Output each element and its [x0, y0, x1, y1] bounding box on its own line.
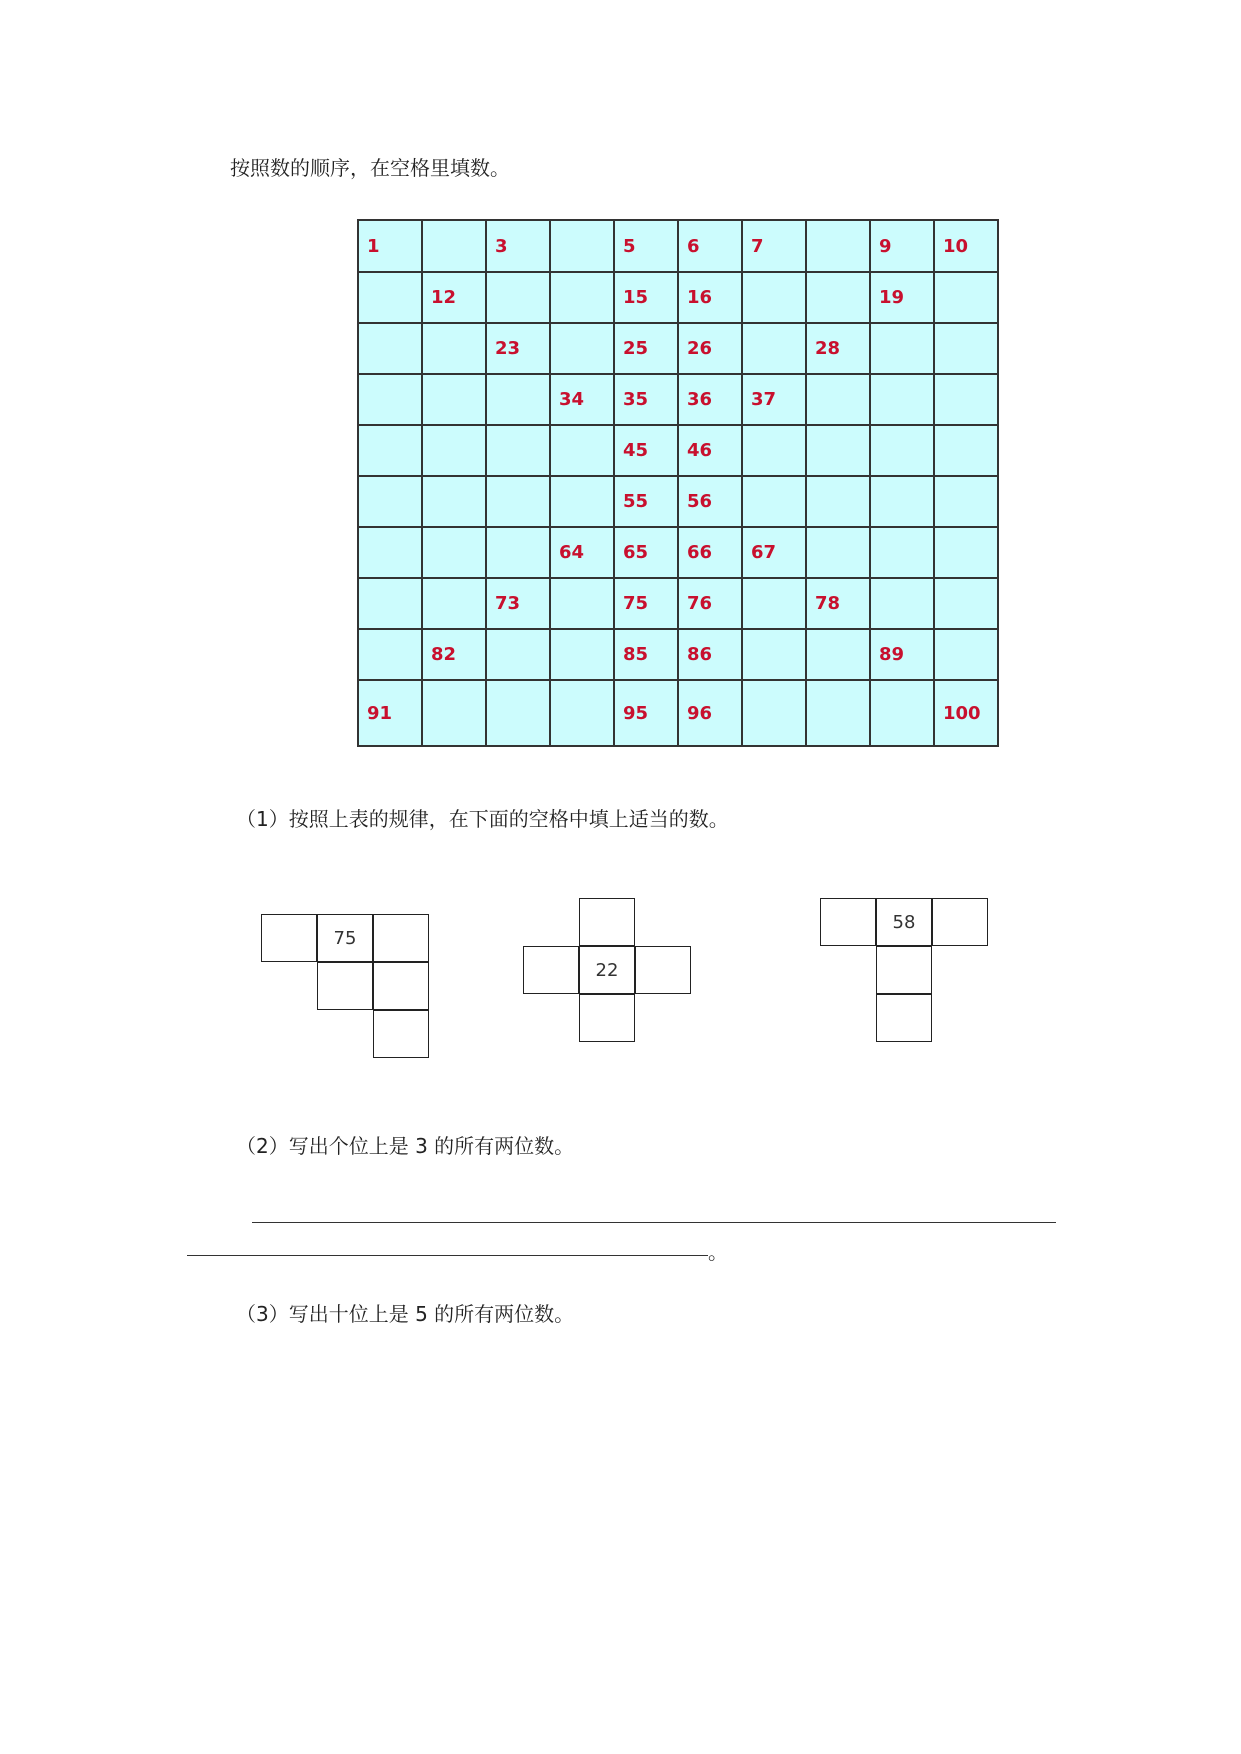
grid-cell-number: 95 [614, 680, 678, 746]
shape-a-cell[interactable] [261, 914, 317, 962]
grid-cell-blank[interactable] [358, 425, 422, 476]
grid-cell-blank[interactable] [358, 374, 422, 425]
grid-cell-blank[interactable] [742, 323, 806, 374]
grid-cell-blank[interactable] [358, 323, 422, 374]
grid-cell-number: 91 [358, 680, 422, 746]
grid-cell-number: 85 [614, 629, 678, 680]
grid-cell-number: 35 [614, 374, 678, 425]
grid-cell-blank[interactable] [934, 527, 998, 578]
grid-cell-number: 5 [614, 220, 678, 272]
grid-cell-blank[interactable] [422, 374, 486, 425]
shape-a-cell[interactable] [373, 962, 429, 1010]
grid-cell-blank[interactable] [422, 527, 486, 578]
grid-cell-blank[interactable] [934, 629, 998, 680]
grid-cell-blank[interactable] [550, 476, 614, 527]
grid-cell-blank[interactable] [806, 374, 870, 425]
grid-row [358, 476, 998, 527]
grid-cell-blank[interactable] [550, 323, 614, 374]
grid-cell-blank[interactable] [550, 629, 614, 680]
grid-cell-number: 19 [870, 272, 934, 323]
grid-cell-number: 23 [486, 323, 550, 374]
grid-cell-number: 9 [870, 220, 934, 272]
grid-cell-blank[interactable] [422, 323, 486, 374]
answer-line-2[interactable] [187, 1255, 708, 1256]
shape-c-cell-number: 58 [876, 898, 932, 946]
shape-b-cell[interactable] [523, 946, 579, 994]
grid-cell-blank[interactable] [742, 629, 806, 680]
question-2-text: （2）写出个位上是 3 的所有两位数。 [236, 1134, 575, 1158]
grid-cell-blank[interactable] [870, 476, 934, 527]
grid-cell-number: 46 [678, 425, 742, 476]
hundred-chart [357, 219, 999, 747]
shape-c-cell[interactable] [820, 898, 876, 946]
grid-cell-number: 73 [486, 578, 550, 629]
grid-row [358, 578, 998, 629]
grid-cell-blank[interactable] [550, 272, 614, 323]
shape-b-cell[interactable] [635, 946, 691, 994]
grid-cell-number: 89 [870, 629, 934, 680]
grid-cell-number: 25 [614, 323, 678, 374]
shape-b-cell-number: 22 [579, 946, 635, 994]
answer-end-mark: 。 [708, 1240, 728, 1264]
grid-cell-blank[interactable] [934, 272, 998, 323]
shape-a-cell[interactable] [317, 962, 373, 1010]
grid-cell-number: 66 [678, 527, 742, 578]
grid-cell-blank[interactable] [742, 425, 806, 476]
grid-cell-number: 100 [934, 680, 998, 746]
grid-cell-blank[interactable] [870, 527, 934, 578]
grid-cell-blank[interactable] [934, 323, 998, 374]
grid-cell-number: 36 [678, 374, 742, 425]
grid-cell-blank[interactable] [422, 425, 486, 476]
grid-cell-number: 82 [422, 629, 486, 680]
grid-cell-number: 34 [550, 374, 614, 425]
grid-cell-blank[interactable] [806, 629, 870, 680]
grid-cell-number: 65 [614, 527, 678, 578]
grid-cell-blank[interactable] [742, 578, 806, 629]
grid-cell-blank[interactable] [486, 425, 550, 476]
grid-cell-number: 86 [678, 629, 742, 680]
grid-cell-blank[interactable] [550, 220, 614, 272]
shape-c-cell[interactable] [876, 994, 932, 1042]
grid-cell-blank[interactable] [934, 425, 998, 476]
grid-cell-blank[interactable] [870, 425, 934, 476]
grid-cell-blank[interactable] [486, 629, 550, 680]
grid-row [358, 629, 998, 680]
grid-row [358, 680, 998, 746]
grid-cell-number: 3 [486, 220, 550, 272]
grid-cell-blank[interactable] [358, 476, 422, 527]
grid-cell-blank[interactable] [934, 374, 998, 425]
grid-cell-number: 67 [742, 527, 806, 578]
grid-cell-number: 15 [614, 272, 678, 323]
grid-cell-blank[interactable] [934, 476, 998, 527]
question-3-text: （3）写出十位上是 5 的所有两位数。 [236, 1302, 575, 1326]
grid-cell-number: 45 [614, 425, 678, 476]
grid-cell-blank[interactable] [358, 629, 422, 680]
grid-cell-number: 37 [742, 374, 806, 425]
grid-cell-blank[interactable] [422, 680, 486, 746]
grid-cell-blank[interactable] [806, 680, 870, 746]
grid-cell-blank[interactable] [422, 578, 486, 629]
grid-row [358, 323, 998, 374]
grid-cell-blank[interactable] [806, 272, 870, 323]
grid-cell-blank[interactable] [486, 476, 550, 527]
grid-cell-blank[interactable] [870, 578, 934, 629]
grid-cell-blank[interactable] [806, 425, 870, 476]
grid-cell-number: 16 [678, 272, 742, 323]
grid-cell-number: 56 [678, 476, 742, 527]
grid-cell-blank[interactable] [806, 527, 870, 578]
grid-cell-blank[interactable] [934, 578, 998, 629]
grid-cell-number: 12 [422, 272, 486, 323]
grid-row [358, 220, 998, 272]
grid-cell-blank[interactable] [486, 272, 550, 323]
grid-cell-number: 10 [934, 220, 998, 272]
shape-b-cell[interactable] [579, 994, 635, 1042]
grid-row [358, 374, 998, 425]
grid-cell-blank[interactable] [870, 680, 934, 746]
grid-cell-blank[interactable] [806, 220, 870, 272]
shape-a-cell-number: 75 [317, 914, 373, 962]
grid-cell-blank[interactable] [358, 527, 422, 578]
grid-cell-number: 96 [678, 680, 742, 746]
shape-c-cell[interactable] [932, 898, 988, 946]
grid-cell-number: 55 [614, 476, 678, 527]
grid-row [358, 425, 998, 476]
grid-cell-blank[interactable] [550, 680, 614, 746]
grid-cell-blank[interactable] [550, 425, 614, 476]
grid-cell-number: 26 [678, 323, 742, 374]
grid-cell-number: 78 [806, 578, 870, 629]
answer-line-1[interactable] [252, 1222, 1056, 1223]
shape-b-cell[interactable] [579, 898, 635, 946]
grid-cell-blank[interactable] [422, 220, 486, 272]
grid-cell-number: 76 [678, 578, 742, 629]
shape-a-cell[interactable] [373, 914, 429, 962]
grid-cell-number: 1 [358, 220, 422, 272]
question-1-text: （1）按照上表的规律，在下面的空格中填上适当的数。 [236, 807, 729, 831]
grid-cell-blank[interactable] [486, 527, 550, 578]
grid-cell-blank[interactable] [486, 374, 550, 425]
grid-cell-number: 7 [742, 220, 806, 272]
grid-cell-blank[interactable] [486, 680, 550, 746]
grid-cell-blank[interactable] [742, 476, 806, 527]
grid-cell-blank[interactable] [870, 374, 934, 425]
grid-cell-blank[interactable] [358, 272, 422, 323]
instruction-text: 按照数的顺序，在空格里填数。 [230, 156, 510, 180]
grid-cell-number: 6 [678, 220, 742, 272]
shape-a-cell[interactable] [373, 1010, 429, 1058]
grid-cell-blank[interactable] [870, 323, 934, 374]
grid-cell-blank[interactable] [742, 680, 806, 746]
grid-cell-number: 75 [614, 578, 678, 629]
grid-cell-blank[interactable] [550, 578, 614, 629]
grid-cell-number: 64 [550, 527, 614, 578]
grid-row [358, 272, 998, 323]
shape-c-cell[interactable] [876, 946, 932, 994]
grid-cell-blank[interactable] [806, 476, 870, 527]
grid-cell-blank[interactable] [742, 272, 806, 323]
grid-cell-blank[interactable] [358, 578, 422, 629]
grid-row [358, 527, 998, 578]
grid-cell-number: 28 [806, 323, 870, 374]
grid-cell-blank[interactable] [422, 476, 486, 527]
